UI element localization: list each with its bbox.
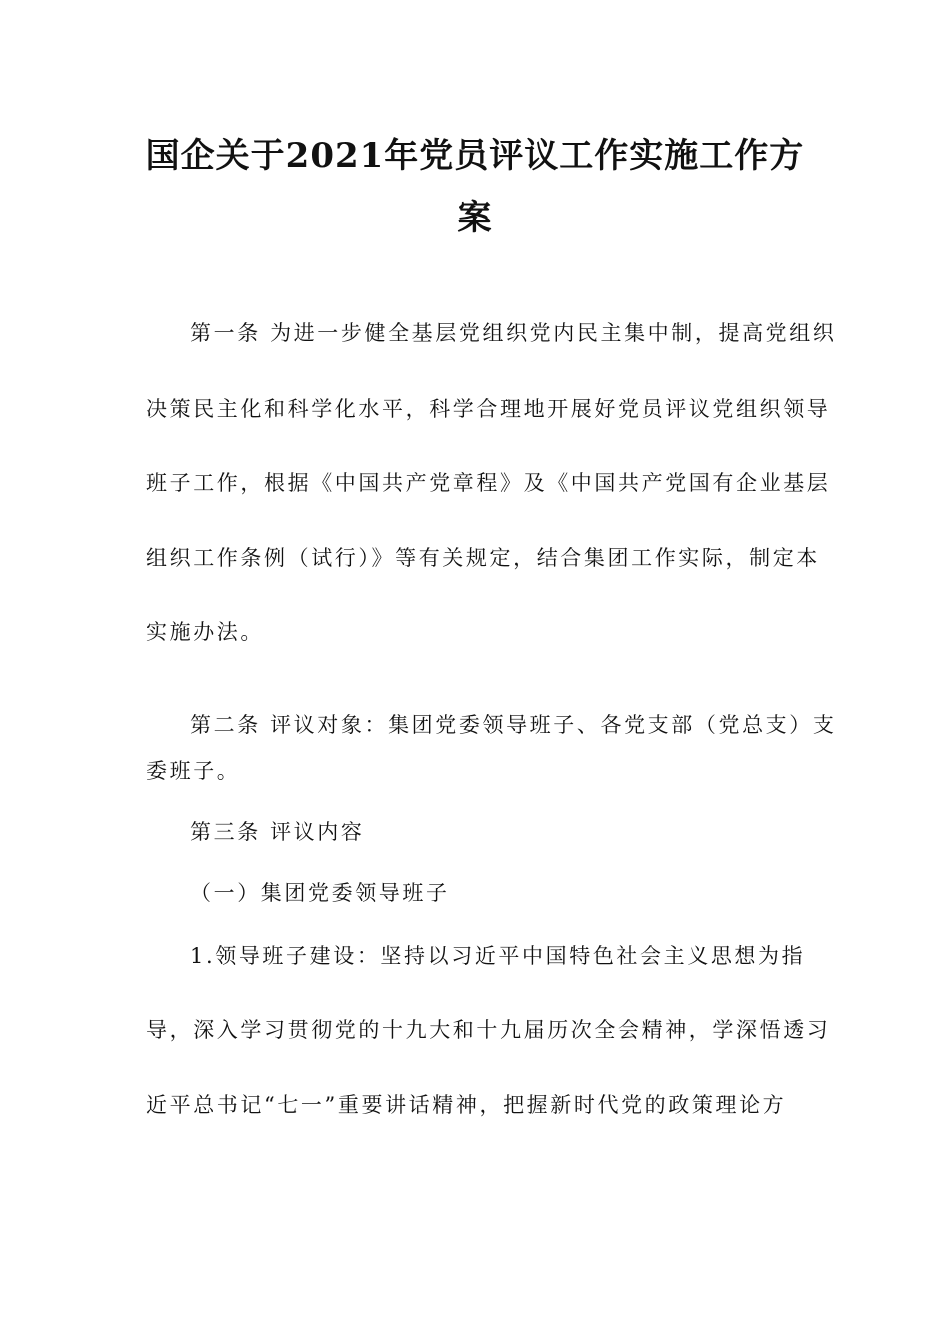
item-1-line-1: 1.领导班子建设：坚持以习近平中国特色社会主义思想为指 — [190, 944, 806, 968]
article-1-line-3: 班子工作，根据《中国共产党章程》及《中国共产党国有企业基层 — [146, 471, 831, 495]
article-1-line-4: 组织工作条例（试行）》等有关规定，结合集团工作实际，制定本 — [146, 546, 820, 570]
article-2-line-1: 第二条 评议对象：集团党委领导班子、各党支部（党总支）支 — [190, 713, 837, 737]
item-1-line-3: 近平总书记“七一”重要讲话精神，把握新时代党的政策理论方 — [146, 1093, 787, 1117]
article-1-line-1: 第一条 为进一步健全基层党组织党内民主集中制，提高党组织 — [190, 321, 837, 345]
article-1-line-5: 实施办法。 — [146, 620, 264, 644]
document-title: 国企关于2021年党员评议工作实施工作方案 — [145, 136, 805, 238]
article-1-line-2: 决策民主化和科学化水平，科学合理地开展好党员评议党组织领导 — [146, 397, 831, 421]
section-1-heading: （一）集团党委领导班子 — [190, 881, 450, 905]
item-1-line-2: 导，深入学习贯彻党的十九大和十九届历次全会精神，学深悟透习 — [146, 1018, 831, 1042]
article-2-line-2: 委班子。 — [146, 759, 241, 783]
article-3-heading: 第三条 评议内容 — [190, 820, 365, 844]
